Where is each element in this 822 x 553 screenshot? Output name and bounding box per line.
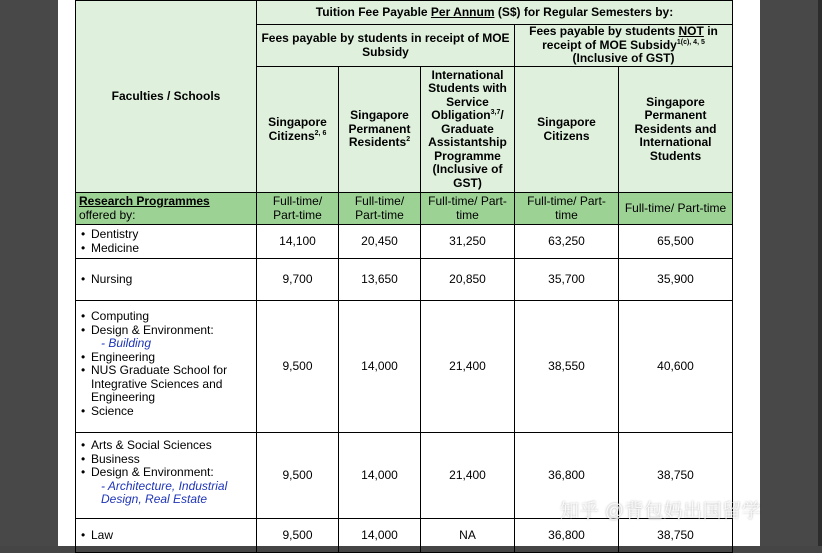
fee-cell: 9,500 <box>257 519 339 553</box>
sub-item: - Architecture, Industrial Design, Real Estate <box>101 478 228 506</box>
list-item: • NUS Graduate School for Integrative Sciences and Engineering <box>81 363 228 404</box>
mode-cell: Full-time/ Part-time <box>515 193 619 225</box>
list-item: • Law <box>81 527 114 542</box>
watermark-text: 知乎 @背包妈出国留学 <box>560 501 762 522</box>
viewer-scroll-edge <box>818 0 822 546</box>
list-item: • Design & Environment: <box>81 465 214 479</box>
col-pr-and-international: Singapore Permanent Residents and International Students <box>619 67 733 193</box>
col-singapore-citizens-subsidy: Singapore Citizens$^{2, 6}$ <box>257 67 339 193</box>
fee-cell: 21,400 <box>421 433 515 519</box>
fee-cell: 9,500 <box>257 433 339 519</box>
fee-cell: 40,600 <box>619 301 733 433</box>
faculty-list <box>76 519 257 553</box>
faculty-list <box>76 301 257 433</box>
fee-cell: 14,000 <box>339 519 421 553</box>
fee-cell: 36,800 <box>515 433 619 519</box>
faculty-list <box>76 259 257 301</box>
list-item: • Arts & Social Sciences <box>81 438 212 452</box>
list-item: • Design & Environment: <box>81 322 214 337</box>
fee-cell: 14,000 <box>339 433 421 519</box>
viewer-background-right <box>760 0 822 546</box>
sub-item: - Building <box>101 336 152 350</box>
table-row <box>76 225 733 259</box>
fee-cell: 31,250 <box>421 225 515 259</box>
research-programmes-label: Research Programmes offered by: <box>76 193 257 225</box>
table-row <box>76 259 733 301</box>
fee-cell: 38,750 <box>619 519 733 553</box>
mode-cell: Full-time/ Part-time <box>257 193 339 225</box>
fee-cell: 38,750 <box>619 433 733 519</box>
mode-cell: Full-time/ Part-time <box>619 193 733 225</box>
list-item: • Medicine <box>81 240 140 255</box>
faculties-schools-header: Faculties / Schools <box>76 1 257 193</box>
fee-cell: 21,400 <box>421 301 515 433</box>
moe-subsidy-header: Fees payable by students in receipt of MOE Subsidy <box>257 25 515 67</box>
mode-cell: Full-time/ Part-time <box>339 193 421 225</box>
mode-cell: Full-time/ Part-time <box>421 193 515 225</box>
fee-cell: 9,500 <box>257 301 339 433</box>
list-item: • Engineering <box>81 349 156 364</box>
col-singapore-pr-subsidy: Singapore Permanent Residents$^2$ <box>339 67 421 193</box>
fee-cell: 35,900 <box>619 259 733 301</box>
fee-cell: 13,650 <box>339 259 421 301</box>
list-item: • Nursing <box>81 271 133 286</box>
table-row <box>76 301 733 433</box>
fee-cell: 20,850 <box>421 259 515 301</box>
list-item: • Dentistry <box>81 227 139 241</box>
fee-cell: NA <box>421 519 515 553</box>
tuition-title: Tuition Fee Payable Per Annum (S$) for Regular Semesters by: <box>257 1 733 25</box>
col-international-service-obligation: International Students with Service Obligation$^{3,7}$/ Graduate Assistantship Programme (Inclusive of GST) <box>421 67 515 193</box>
tuition-fee-table <box>75 0 733 553</box>
fee-cell: 14,000 <box>339 301 421 433</box>
list-item: • Business <box>81 451 140 466</box>
fee-cell: 63,250 <box>515 225 619 259</box>
faculty-list <box>76 225 257 259</box>
fee-cell: 65,500 <box>619 225 733 259</box>
fee-cell: 38,550 <box>515 301 619 433</box>
fee-cell: 36,800 <box>515 519 619 553</box>
fee-cell: 9,700 <box>257 259 339 301</box>
fee-cell: 20,450 <box>339 225 421 259</box>
fee-cell: 35,700 <box>515 259 619 301</box>
list-item: • Computing <box>81 309 150 323</box>
viewer-background-left <box>0 0 58 546</box>
fee-cell: 14,100 <box>257 225 339 259</box>
faculty-list <box>76 433 257 519</box>
no-moe-subsidy-header: Fees payable by students NOT in receipt of MOE Subsidy$^{1(c), 4, 5}$ (Inclusive of GST) <box>515 25 733 67</box>
col-singapore-citizens-no-subsidy: Singapore Citizens <box>515 67 619 193</box>
list-item: • Science <box>81 403 134 418</box>
document-page <box>58 0 760 546</box>
table-row <box>76 519 733 553</box>
